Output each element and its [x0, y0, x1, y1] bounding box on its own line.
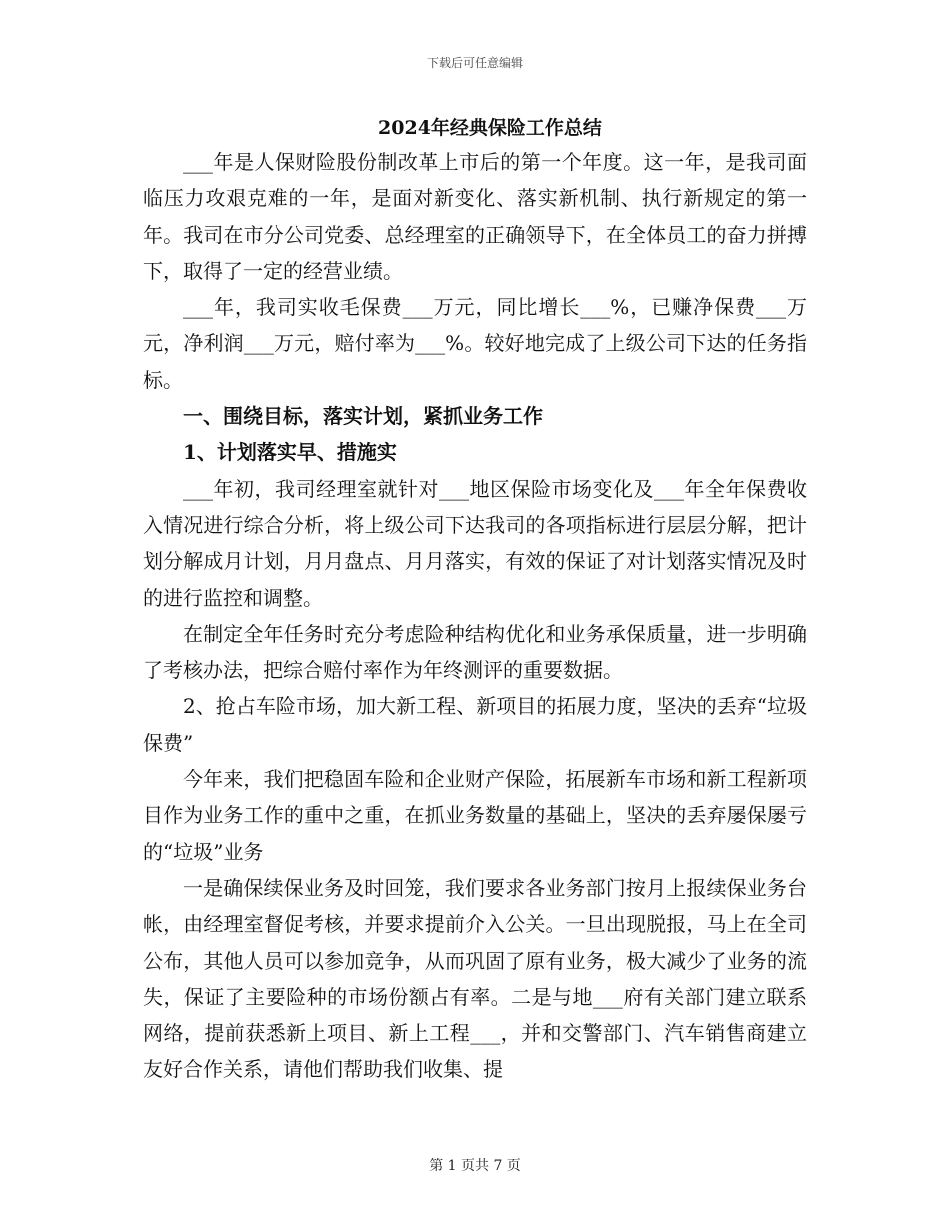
subsection-heading-2: 2、抢占车险市场，加大新工程、新项目的拓展力度，坚决的丢弃“垃圾保费”	[143, 694, 807, 755]
document-body	[143, 112, 807, 1088]
header-note: 下载后可任意编辑	[426, 56, 523, 70]
page-footer: 第 1 页共 7 页	[429, 1158, 521, 1174]
paragraph-plan: ___年初，我司经理室就针对___地区保险市场变化及___年全年保费收入情况进行综合分析，将上级公司下达我司的各项指标进行层层分解，把计划分解成月计划，月月盘点、月月落实，有效的保证了对计划落实情况及时的进行监控和调整。	[143, 476, 807, 610]
section-heading-1: 一、围绕目标，落实计划，紧抓业务工作	[183, 404, 543, 429]
paragraph-market: 今年来，我们把稳固车险和企业财产保险，拓展新车市场和新工程新项目作为业务工作的重中之重，在抓业务数量的基础上，坚决的丢弃屡保屡亏的“垃圾”业务	[143, 767, 807, 864]
subsection-heading-1: 1、计划落实早、措施实	[183, 440, 397, 465]
paragraph-renewal: 一是确保续保业务及时回笼，我们要求各业务部门按月上报续保业务台帐，由经理室督促考核，并要求提前介入公关。一旦出现脱报，马上在全司公布，其他人员可以参加竞争，从而巩固了原有业务，极大减少了业务的流失，保证了主要险种的市场份额占有率。二是与地___府有关部门建立联系网络，提前获悉新上项目、新上工程___，并和交警部门、汽车销售商建立友好合作关系，请他们帮助我们收集、提	[143, 875, 807, 1082]
document-title: 2024年经典保险工作总结	[378, 117, 602, 139]
paragraph-results: ___年，我司实收毛保费___万元，同比增长___%，已赚净保费___万元，净利润___万元，赔付率为___%。较好地完成了上级公司下达的任务指标。	[143, 295, 807, 392]
paragraph-intro: ___年是人保财险股份制改革上市后的第一个年度。这一年，是我司面临压力攻艰克难的一年，是面对新变化、落实新机制、执行新规定的第一年。我司在市分公司党委、总经理室的正确领导下，在全体员工的奋力拼搏下，取得了一定的经营业绩。	[143, 150, 807, 283]
paragraph-tasks: 在制定全年任务时充分考虑险种结构优化和业务承保质量，进一步明确了考核办法，把综合赔付率作为年终测评的重要数据。	[143, 621, 807, 683]
